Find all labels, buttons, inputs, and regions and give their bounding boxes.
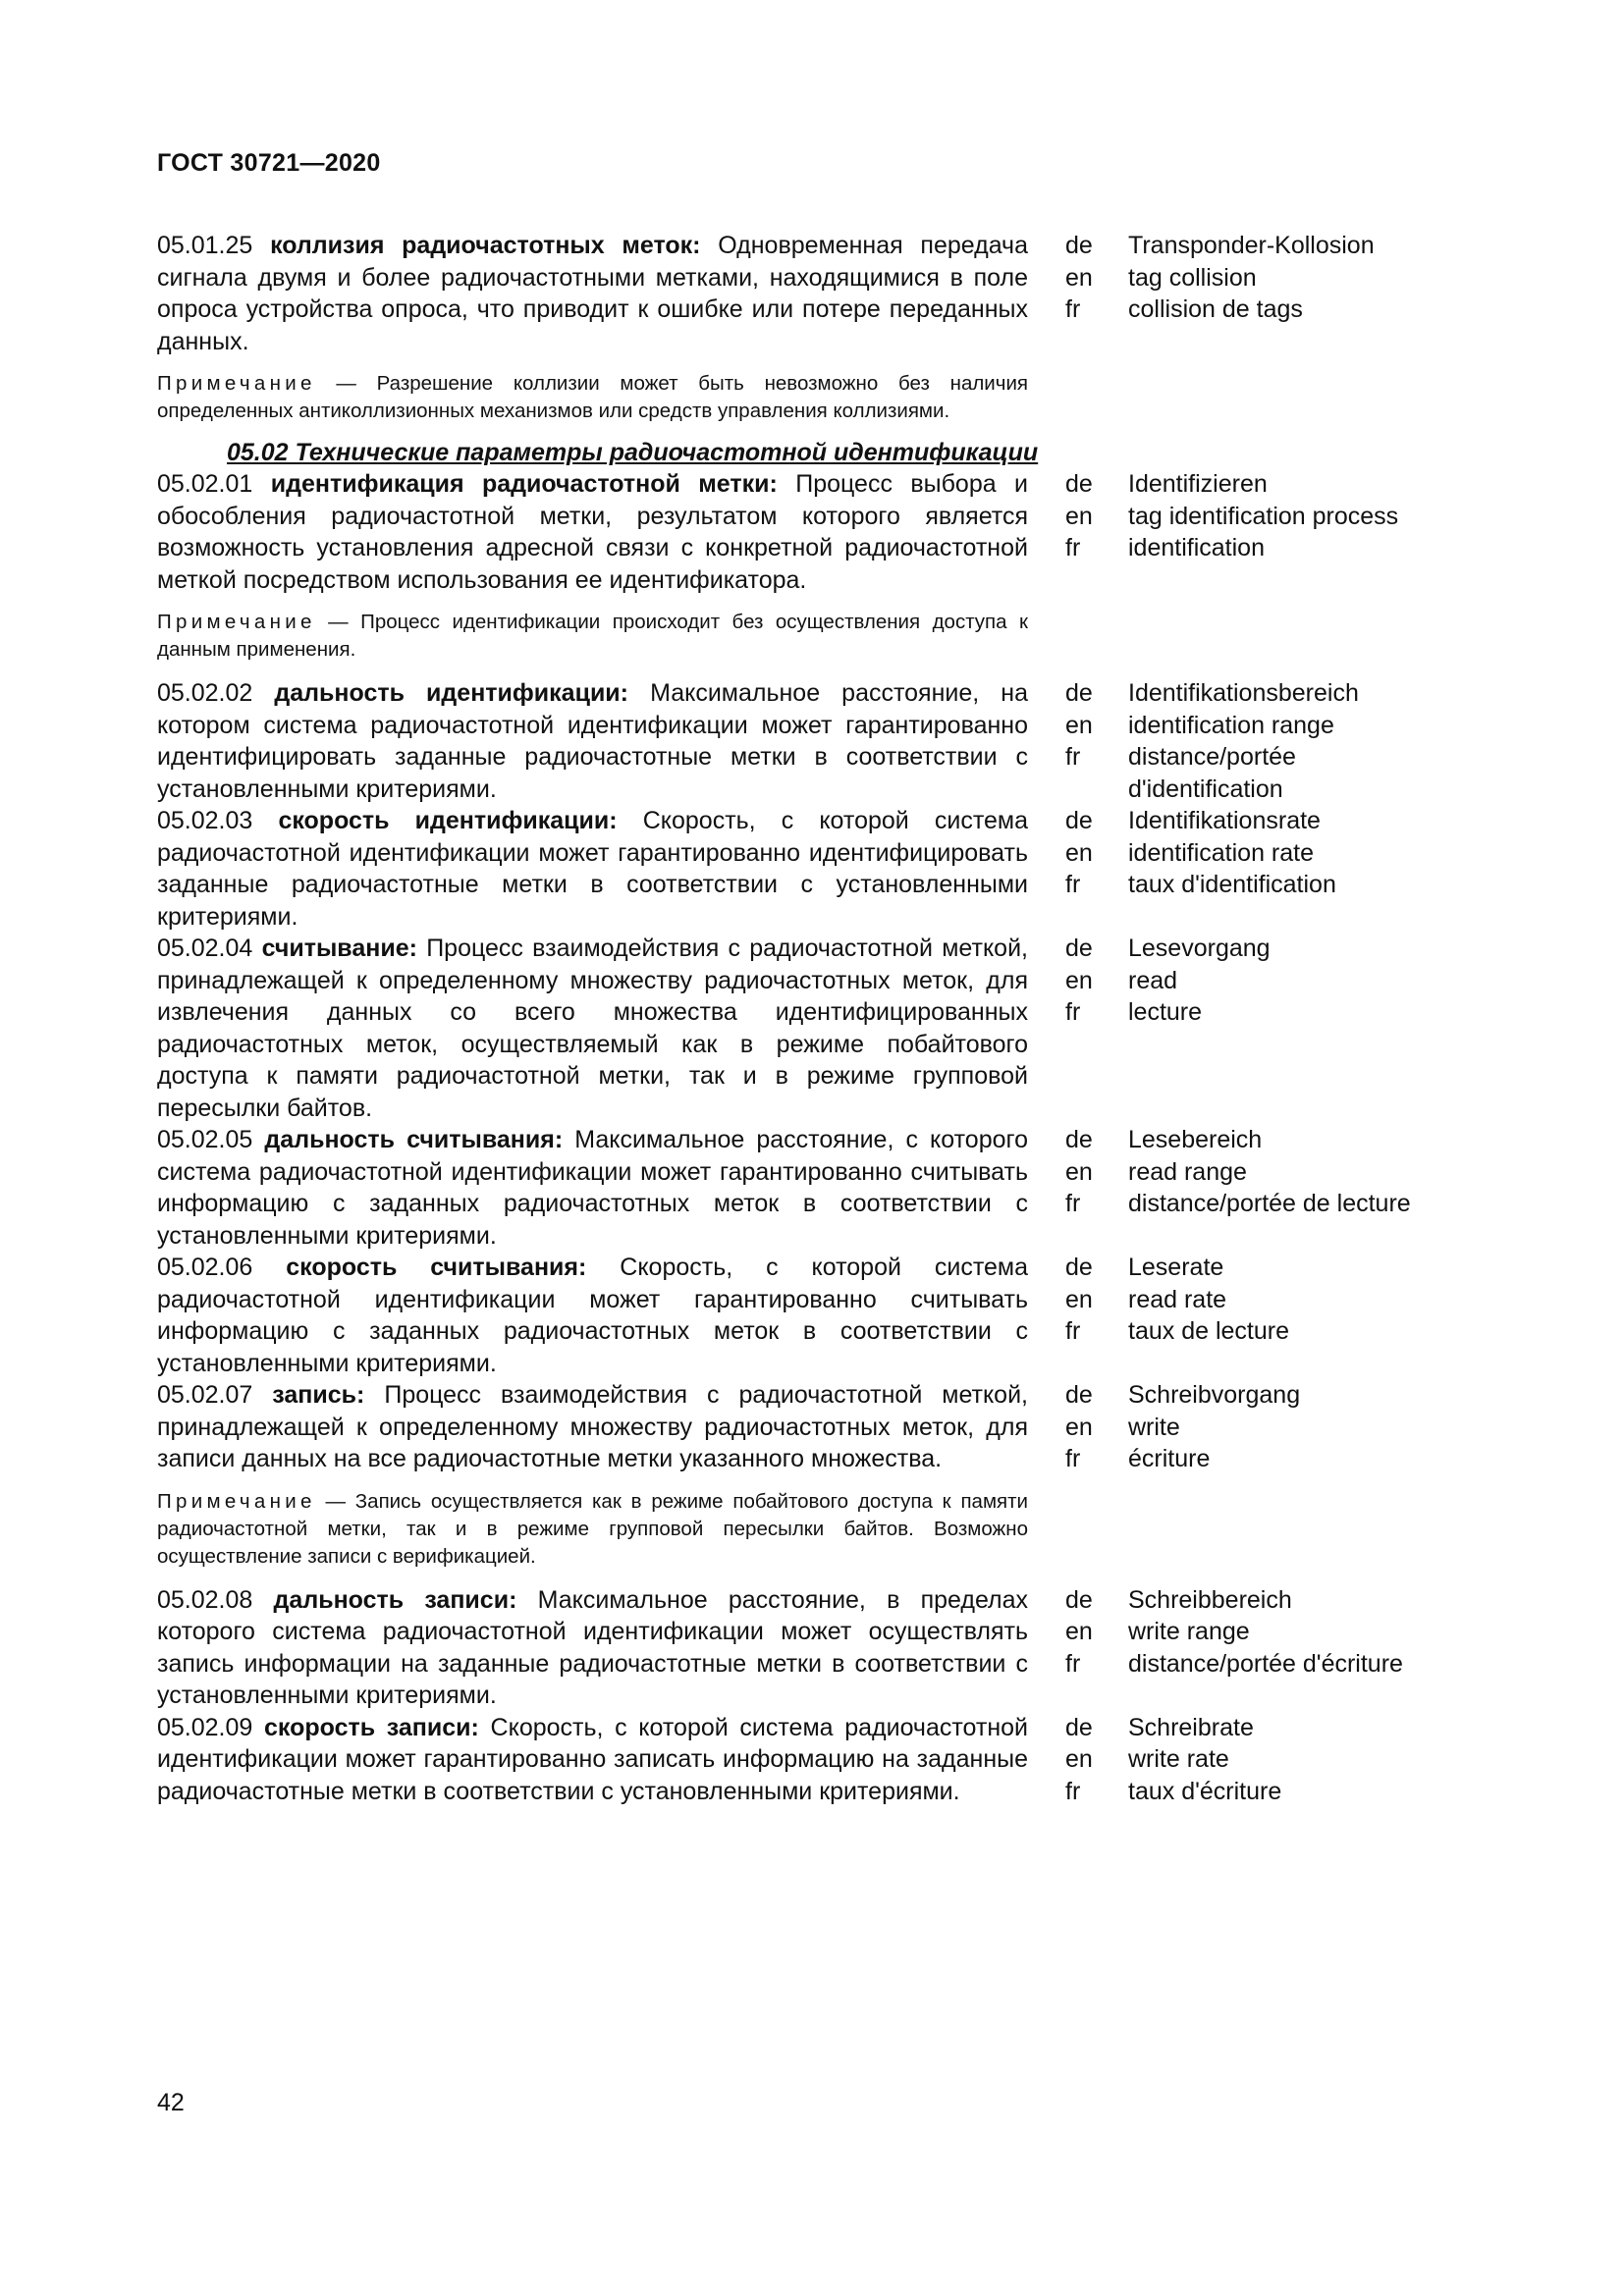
lang-code-en: en [1065, 1285, 1093, 1313]
term-definition [157, 1252, 1028, 1379]
translation-fr: distance/portée d'identification [1128, 743, 1296, 803]
term-name: идентификация радиочастотной метки: [270, 470, 778, 498]
translation-en: read rate [1128, 1285, 1227, 1313]
term-name: скорость записи: [264, 1713, 479, 1741]
term-text: Одновременная передача сигнала двумя и более радиочастотными метками, находящимися в поле опроса устройства опроса, что приводит к ошибке или потере переданных данных. [157, 232, 1028, 355]
term-definition [157, 677, 1028, 805]
translation-fr: taux d'écriture [1128, 1777, 1282, 1805]
spacer [157, 1571, 1473, 1584]
lang-code-de: de [1065, 934, 1093, 962]
lang-code-de: de [1065, 1713, 1093, 1741]
term-entry [157, 1252, 1473, 1379]
lang-code-en: en [1065, 838, 1093, 867]
term-translations [1065, 230, 1375, 326]
term-text: Максимальное расстояние, с которого система радиочастотной идентификации может гарантированно считывать информацию с заданных радиочастотных меток в соответствии с установленными критериями. [157, 1126, 1028, 1250]
term-entry [157, 805, 1473, 933]
translation-en: write range [1128, 1618, 1250, 1645]
page-number: 42 [157, 2089, 185, 2116]
lang-code-en: en [1065, 502, 1093, 530]
lang-code-fr: fr [1065, 1445, 1081, 1472]
lang-code-fr: fr [1065, 998, 1081, 1026]
term-number: 05.02.07 [157, 1381, 253, 1409]
term-entry [157, 1712, 1473, 1808]
translation-fr: écriture [1128, 1445, 1211, 1472]
term-translations [1065, 1252, 1289, 1348]
translation-de: Leserate [1128, 1254, 1224, 1281]
translation-en: identification range [1128, 711, 1334, 739]
term-text: Скорость, с которой система радиочастотной идентификации может гарантированно считывать информацию с заданных радиочастотных меток в соответствии с установленными критериями. [157, 1254, 1029, 1377]
lang-code-de: de [1065, 1254, 1093, 1281]
translation-de: Schreibvorgang [1128, 1381, 1301, 1409]
term-entry [157, 1124, 1473, 1252]
term-number: 05.02.01 [157, 470, 253, 498]
term-note [157, 609, 1028, 664]
lang-code-en: en [1065, 1618, 1093, 1645]
lang-code-fr: fr [1065, 534, 1081, 561]
term-text: Максимальное расстояние, на котором система радиочастотной идентификации может гарантированно идентифицировать заданные радиочастотные метки в соответствии с установленными критериями. [157, 679, 1028, 803]
translation-de: Schreibbereich [1128, 1585, 1292, 1614]
term-entry [157, 468, 1473, 596]
translation-fr: lecture [1128, 998, 1203, 1026]
term-name: считывание: [261, 934, 417, 962]
lang-code-fr: fr [1065, 871, 1081, 898]
term-text: Скорость, с которой система радиочастотной идентификации может гарантированно идентифицировать заданные радиочастотные метки в соответствии с установленными критериями. [157, 807, 1029, 931]
spacer [157, 664, 1473, 677]
term-number: 05.02.06 [157, 1254, 253, 1281]
translation-de: Identifikationsbereich [1128, 679, 1359, 707]
lang-code-en: en [1065, 1413, 1093, 1441]
translation-de: Schreibrate [1128, 1713, 1254, 1741]
term-number: 05.01.25 [157, 232, 253, 259]
term-number: 05.02.04 [157, 934, 253, 962]
lang-code-fr: fr [1065, 295, 1081, 323]
term-name: дальность считывания: [264, 1126, 564, 1153]
translation-en: write [1128, 1413, 1180, 1441]
lang-code-fr: fr [1065, 743, 1081, 771]
term-translations [1065, 933, 1271, 1029]
term-definition [157, 468, 1028, 596]
translation-fr: distance/portée de lecture [1128, 1190, 1411, 1217]
term-translations [1065, 1584, 1403, 1681]
note-text: — Запись осуществляется как в режиме побайтового доступа к памяти радиочастотной метки, так и в режиме групповой пересылки байтов. Возможно осуществление записи с верификацией. [157, 1489, 1028, 1568]
lang-code-de: de [1065, 232, 1093, 259]
term-name: коллизия радиочастотных меток: [270, 232, 701, 259]
translation-en: write rate [1128, 1745, 1229, 1773]
lang-code-fr: fr [1065, 1777, 1081, 1805]
term-name: скорость считывания: [286, 1254, 587, 1281]
note-text: — Процесс идентификации происходит без осуществления доступа к данным применения. [157, 611, 1028, 661]
note-label: Примечание [157, 372, 316, 395]
lang-code-en: en [1065, 711, 1093, 739]
lang-code-de: de [1065, 470, 1093, 498]
term-definition [157, 1712, 1028, 1808]
section-title: 05.02 Технические параметры радиочастотной идентификации [227, 439, 1039, 466]
term-text: Максимальное расстояние, в пределах которого система радиочастотной идентификации может осуществлять запись информации на заданные радиочастотные метки в соответствии с установленными критериями. [157, 1585, 1029, 1709]
document-header: ГОСТ 30721—2020 [157, 149, 381, 177]
terms-content [157, 230, 1473, 1807]
note-text: — Разрешение коллизии может быть невозможно без наличия определенных антиколлизионных механизмов или средств управления коллизиями. [157, 372, 1028, 422]
lang-code-de: de [1065, 807, 1093, 834]
term-number: 05.02.02 [157, 679, 253, 707]
lang-code-de: de [1065, 1126, 1093, 1153]
translation-de: Lesebereich [1128, 1126, 1263, 1153]
translation-en: identification rate [1128, 838, 1315, 867]
translation-de: Transponder-Kollosion [1128, 232, 1375, 259]
term-number: 05.02.03 [157, 807, 253, 834]
term-number: 05.02.08 [157, 1585, 253, 1614]
translation-de: Lesevorgang [1128, 934, 1271, 962]
lang-code-de: de [1065, 1381, 1093, 1409]
term-number: 05.02.05 [157, 1126, 253, 1153]
translation-en: tag identification process [1128, 502, 1399, 530]
lang-code-en: en [1065, 966, 1093, 994]
lang-code-en: en [1065, 1745, 1093, 1773]
lang-code-de: de [1065, 1585, 1093, 1614]
lang-code-fr: fr [1065, 1317, 1081, 1345]
term-name: дальность записи: [273, 1585, 517, 1614]
lang-code-de: de [1065, 679, 1093, 707]
translation-en: read [1128, 966, 1178, 994]
term-text: Скорость, с которой система радиочастотной идентификации может гарантированно записать информацию на заданные радиочастотные метки в соответствии с установленными критериями. [157, 1713, 1029, 1805]
term-translations [1065, 468, 1398, 564]
term-text: Процесс выбора и обособления радиочастотной метки, результатом которого является возможность установления адресной связи с конкретной радиочастотной меткой посредством использования ее идентификатора. [157, 470, 1028, 594]
term-entry [157, 1584, 1473, 1712]
term-definition [157, 805, 1028, 933]
term-definition [157, 933, 1028, 1124]
term-number: 05.02.09 [157, 1713, 253, 1741]
translation-en: read range [1128, 1157, 1247, 1186]
lang-code-en: en [1065, 263, 1093, 292]
term-entry [157, 677, 1473, 805]
translation-de: Identifikationsrate [1128, 807, 1321, 834]
term-translations [1065, 805, 1336, 901]
translation-fr: collision de tags [1128, 295, 1303, 323]
translation-fr: taux d'identification [1128, 871, 1336, 898]
note-label: Примечание [157, 611, 316, 633]
term-definition [157, 1124, 1028, 1252]
term-translations [1065, 1379, 1300, 1475]
term-text: Процесс взаимодействия с радиочастотной меткой, принадлежащей к определенному множеству радиочастотных меток, для записи данных на все радиочастотные метки указанного множества. [157, 1381, 1028, 1472]
translation-fr: distance/portée d'écriture [1128, 1649, 1403, 1678]
term-text: Процесс взаимодействия с радиочастотной меткой, принадлежащей к определенному множеству радиочастотных меток, для извлечения данных со всего множества идентифицированных радиочастотных меток, осуществляемый как в режиме побайтового доступа к памяти радиочастотной метки, так и в режиме групповой пересылки байтов. [157, 934, 1028, 1122]
term-definition [157, 1379, 1028, 1475]
lang-code-fr: fr [1065, 1190, 1081, 1217]
translation-de: Identifizieren [1128, 470, 1268, 498]
translation-en: tag collision [1128, 263, 1257, 292]
translation-fr: identification [1128, 534, 1265, 561]
term-name: дальность идентификации: [274, 679, 629, 707]
term-note [157, 1488, 1028, 1571]
term-note [157, 370, 1028, 425]
note-label: Примечание [157, 1489, 316, 1513]
lang-code-fr: fr [1065, 1649, 1081, 1678]
term-entry [157, 933, 1473, 1124]
term-name: скорость идентификации: [278, 807, 618, 834]
term-definition [157, 1584, 1028, 1712]
term-entry [157, 230, 1473, 357]
term-translations [1065, 1712, 1281, 1808]
translation-fr: taux de lecture [1128, 1317, 1289, 1345]
term-translations [1065, 677, 1452, 805]
term-translations [1065, 1124, 1411, 1220]
term-definition [157, 230, 1028, 357]
term-name: запись: [272, 1381, 365, 1409]
term-entry [157, 1379, 1473, 1475]
lang-code-en: en [1065, 1157, 1093, 1186]
